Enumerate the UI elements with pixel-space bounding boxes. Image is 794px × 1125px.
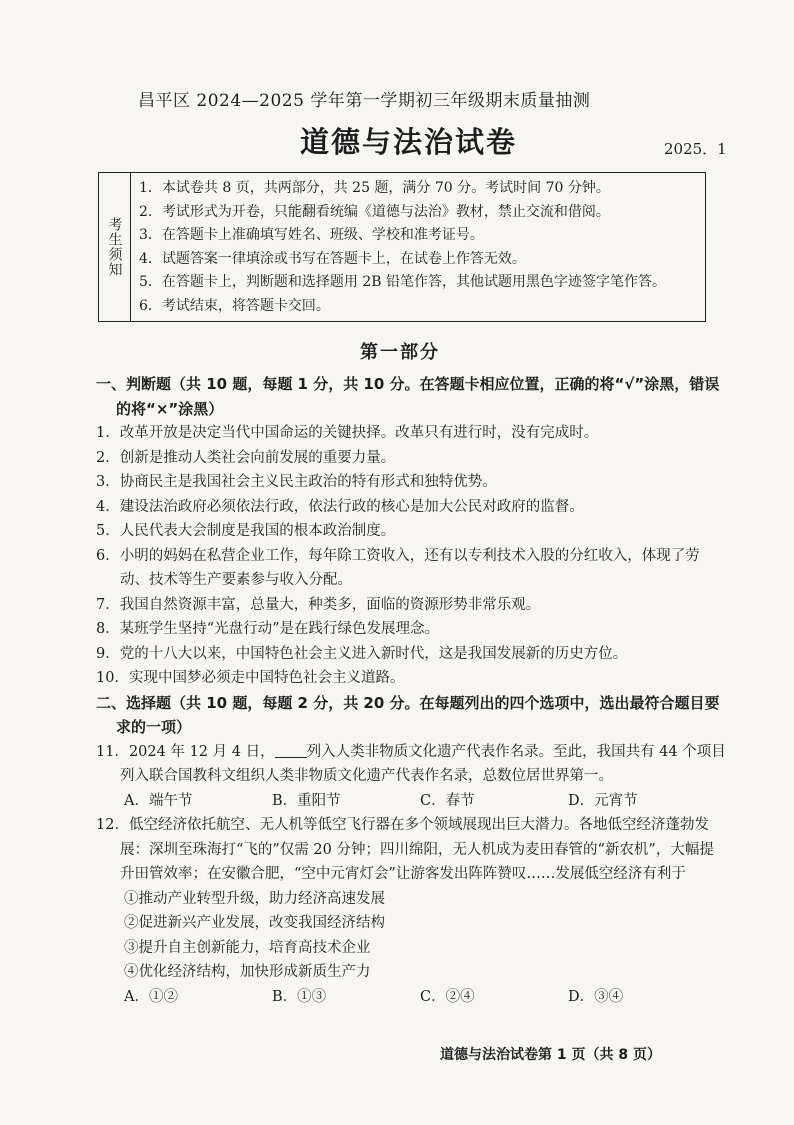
notice-item: 5．在答题卡上，判断题和选择题用 2B 铅笔作答，其他试题用黑色字迹签字笔作答。 — [139, 274, 667, 290]
question-item: 1．改革开放是决定当代中国命运的关键抉择。改革只有进行时，没有完成时。 — [96, 425, 599, 441]
q11-stem-end: 列入人类非物质文化遗产代表作名录。至此，我国共有 44 个项目列入联合国教科文组织人类非物质文化遗产代表作名录，总数位居世界第一。 — [120, 743, 726, 784]
option-d: D．元宵节 — [568, 792, 638, 809]
q11-stem-start: 11．2024 年 12 月 4 日， — [96, 743, 275, 760]
question-item: 8．某班学生坚持“光盘行动”是在践行绿色发展理念。 — [96, 621, 440, 637]
question-item: 5．人民代表大会制度是我国的根本政治制度。 — [96, 523, 396, 539]
question-12: 12．低空经济依托航空、无人机等低空飞行器在多个领域展现出巨大潜力。各地低空经济蓬勃发展：深圳至珠海打“飞的”仅需 20 分钟；四川绵阳，无人机成为麦田春管的“新农机”，大幅提升田管效率；在安徽合肥，“空中元宵灯会”让游客发出阵阵赞叹……发展低空经济有利于 — [96, 817, 714, 882]
option-b: B．①③ — [272, 988, 327, 1005]
section1-heading: 一、判断题（共 10 题，每题 1 分，共 10 分。在答题卡相应位置，正确的将“√”涂黑，错误的将“×”涂黑） — [96, 375, 720, 418]
option-c: C．②④ — [420, 988, 475, 1005]
question-item: 10．实现中国梦必须走中国特色社会主义道路。 — [96, 670, 405, 686]
statement-item: ①推动产业转型升级，助力经济高速发展 — [124, 890, 385, 907]
questions-content — [96, 372, 726, 1009]
option-b: B．重阳节 — [272, 792, 341, 809]
notice-item: 4．试题答案一律填涂或书写在答题卡上，在试卷上作答无效。 — [139, 250, 526, 267]
notice-item: 6．考试结束，将答题卡交回。 — [139, 297, 330, 314]
option-d: D．③④ — [568, 988, 624, 1005]
part-title: 第一部分 — [360, 342, 440, 363]
statement-item: ③提升自主创新能力，培育高技术企业 — [124, 939, 371, 956]
question-item: 7．我国自然资源丰富，总量大，种类多，面临的资源形势非常乐观。 — [96, 596, 541, 613]
option-a: A．端午节 — [124, 792, 193, 809]
question-11 — [96, 740, 726, 789]
question-item: 9．党的十八大以来，中国特色社会主义进入新时代，这是我国发展新的历史方位。 — [96, 645, 628, 662]
q11-options — [96, 789, 726, 814]
notice-label: 考生须知 — [106, 217, 123, 277]
question-item: 2．创新是推动人类社会向前发展的重要力量。 — [96, 449, 396, 466]
exam-header-line: 昌平区 2024—2025 学年第一学期初三年级期末质量抽测 — [138, 91, 591, 111]
exam-title: 道德与法治试卷 — [300, 125, 518, 159]
page-footer: 道德与法治试卷第 1 页（共 8 页） — [440, 1047, 661, 1063]
notice-item: 2．考试形式为开卷，只能翻看统编《道德与法治》教材，禁止交流和借阅。 — [139, 203, 610, 220]
statement-item: ②促进新兴产业发展，改变我国经济结构 — [124, 915, 385, 931]
question-item: 6．小明的妈妈在私营企业工作，每年除工资收入，还有以专利技术入股的分红收入，体现了劳动、技术等生产要素参与收入分配。 — [96, 547, 700, 588]
option-a: A．①② — [124, 988, 178, 1005]
question-item: 4．建设法治政府必须依法行政，依法行政的核心是加大公民对政府的监督。 — [96, 498, 584, 515]
question-item: 3．协商民主是我国社会主义民主政治的特有形式和独特优势。 — [96, 474, 497, 490]
answer-blank — [275, 743, 307, 758]
notice-label-cell — [99, 173, 131, 321]
notice-box — [98, 172, 706, 322]
statement-item: ④优化经济结构，加快形成新质生产力 — [124, 964, 371, 980]
notice-item: 3．在答题卡上准确填写姓名、班级、学校和准考证号。 — [139, 227, 484, 243]
option-c: C．春节 — [420, 792, 475, 809]
section2-heading: 二、选择题（共 10 题，每题 2 分，共 20 分。在每题列出的四个选项中，选出最符合题目要求的一项） — [96, 693, 720, 736]
notice-list — [131, 173, 705, 321]
exam-date: 2025．1 — [664, 140, 727, 158]
notice-item: 1．本试卷共 8 页，共两部分，共 25 题，满分 70 分。考试时间 70 分钟。 — [139, 180, 610, 196]
q12-options — [96, 985, 726, 1010]
